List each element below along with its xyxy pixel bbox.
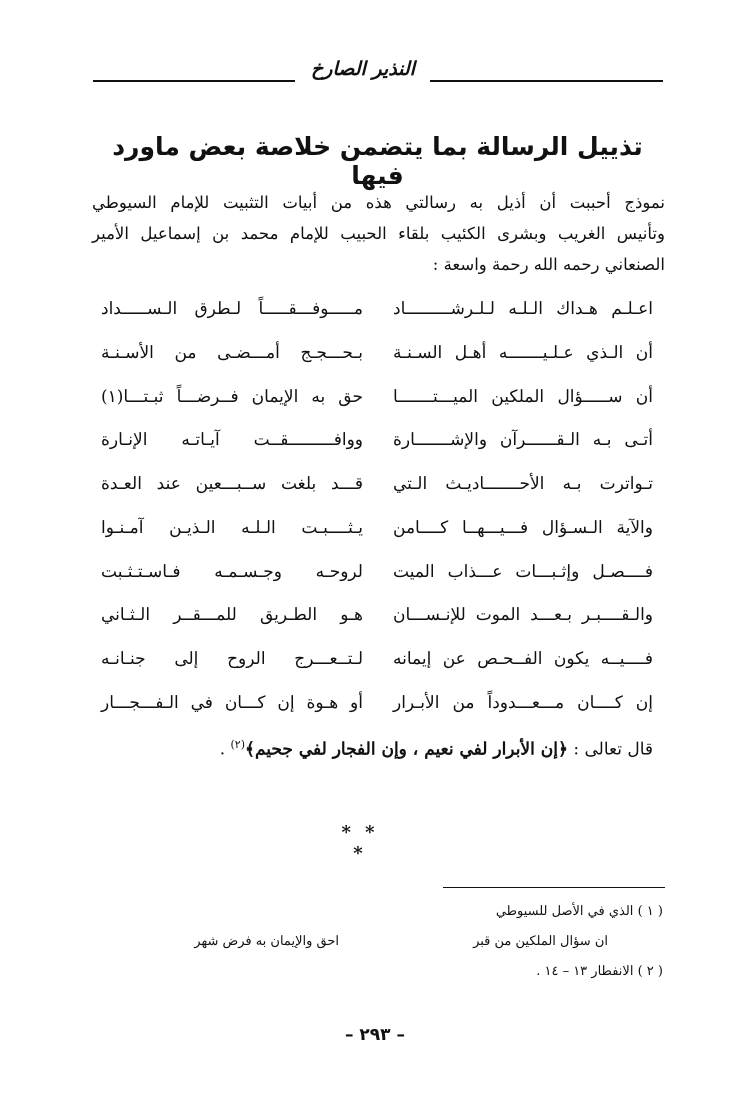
footnote-2 bbox=[536, 961, 663, 983]
verse-first-hemistich: أن ســـــؤال الملكين الميـــتـــــــا bbox=[393, 387, 653, 407]
poem-verse bbox=[0, 600, 751, 630]
intro-line: نموذج أحببت أن أذيل به رسالتي هذه من أبيات التثبيت للإمام السيوطي bbox=[92, 193, 665, 212]
verse-first-hemistich: تـواترت بـه الأحـــــــاديـث الـتي bbox=[393, 474, 653, 494]
footnote-ref: (٢) bbox=[230, 738, 246, 751]
footnote-verse-second: احق والإيمان به فرض شهر bbox=[194, 934, 339, 949]
footnote-rule bbox=[443, 887, 665, 888]
verse-second-hemistich: لروحـه وجـسـمـه فـاسـتـثـبت bbox=[101, 562, 363, 582]
verse-second-hemistich: ووافـــــــــقــت آيـاتـه الإنـارة bbox=[101, 430, 363, 450]
footnote-label: ( ٢ ) bbox=[637, 964, 663, 979]
footnote-1 bbox=[496, 901, 663, 923]
verse-second-hemistich: مـــــوفـــقـــــاً لـطرق الـســـــداد bbox=[101, 299, 363, 319]
intro-paragraph bbox=[92, 187, 665, 280]
poem-verse bbox=[0, 425, 751, 455]
verse-first-hemistich: إن كــــان مـــعـــدوداً من الأبـرار bbox=[393, 693, 653, 713]
poem-verse bbox=[0, 644, 751, 674]
verse-second-hemistich: لـتــعـــرج الروح إلى جنـانـه bbox=[101, 649, 363, 669]
verse-first-hemistich: فــــيــه يكون الفــحـص عن إيمانه bbox=[393, 649, 653, 669]
poem-verse bbox=[0, 294, 751, 324]
verse-second-hemistich: هـو الطـريق للمـــقــر الـثـاني bbox=[101, 605, 363, 625]
verse-first-hemistich: أتـى بـه الـقــــــرآن والإشـــــــارة bbox=[393, 430, 653, 450]
verse-second-hemistich: حق به الإيمان فــرضـــاً ثبـتـــا(١) bbox=[101, 387, 363, 407]
poem-verse bbox=[0, 513, 751, 543]
chapter-title: تذييل الرسالة بما يتضمن خلاصة بعض ماورد فيها bbox=[112, 132, 643, 190]
intro-line: وتأنيس الغريب وبشرى الكئيب بلقاء الحبيب للإمام محمد بن إسماعيل الأمير bbox=[92, 224, 665, 243]
verse-first-hemistich: فــــصـل وإثـبـــات عـــذاب الميت bbox=[393, 562, 653, 582]
verse-second-hemistich: يـثــــبـت الـلـه الـذيـن آمـنـوا bbox=[101, 518, 363, 538]
poem-verse bbox=[0, 688, 751, 718]
page-number: – ٢٩٣ – bbox=[345, 1025, 405, 1045]
verse-first-hemistich: اعـلـم هـداك الـلـه لـلـرشـــــــــاد bbox=[393, 299, 653, 319]
quran-intro: قال تعالى : bbox=[573, 739, 653, 760]
intro-line: الصنعاني رحمه الله رحمة واسعة : bbox=[432, 255, 665, 274]
verse-first-hemistich: أن الـذي عـلـيـــــــه أهـل السـنـة bbox=[393, 343, 653, 363]
poem-verse bbox=[0, 469, 751, 499]
verse-second-hemistich: قـــد بلغت ســبـــعين عند العـدة bbox=[101, 474, 363, 494]
poem-verse bbox=[0, 557, 751, 587]
verse-second-hemistich: بـحـــجـج أمـــضـى من الأسـنـة bbox=[101, 343, 363, 363]
quran-verse: ﴿إن الأبرار لفي نعيم ، وإن الفجار لفي جحيم﴾ bbox=[245, 739, 568, 760]
verse-first-hemistich: والآية الـسـؤال فـــيـــهــا كــــامن bbox=[393, 518, 653, 538]
quran-quote bbox=[93, 730, 653, 765]
header-rule-left bbox=[93, 80, 295, 82]
footnote-verse-first: ان سؤال الملكين من قبر bbox=[473, 934, 608, 949]
quran-end: . bbox=[219, 739, 226, 760]
poem-verse bbox=[0, 382, 751, 412]
verse-second-hemistich: أو هـوة إن كـــان في الـفـــجـــار bbox=[101, 693, 363, 713]
footnote-label: ( ١ ) bbox=[637, 904, 663, 919]
verse-first-hemistich: والـقــــبـر بـعـــد الموت للإنـســـان bbox=[393, 605, 653, 625]
footnote-text: الانفطار ١٣ – ١٤ . bbox=[536, 964, 634, 979]
header-rule-right bbox=[430, 80, 663, 82]
section-separator: * * * bbox=[341, 822, 379, 864]
poem-verse bbox=[0, 338, 751, 368]
footnote-text: الذي في الأصل للسيوطي bbox=[495, 904, 634, 919]
running-title: النذير الصارخ bbox=[311, 58, 415, 80]
